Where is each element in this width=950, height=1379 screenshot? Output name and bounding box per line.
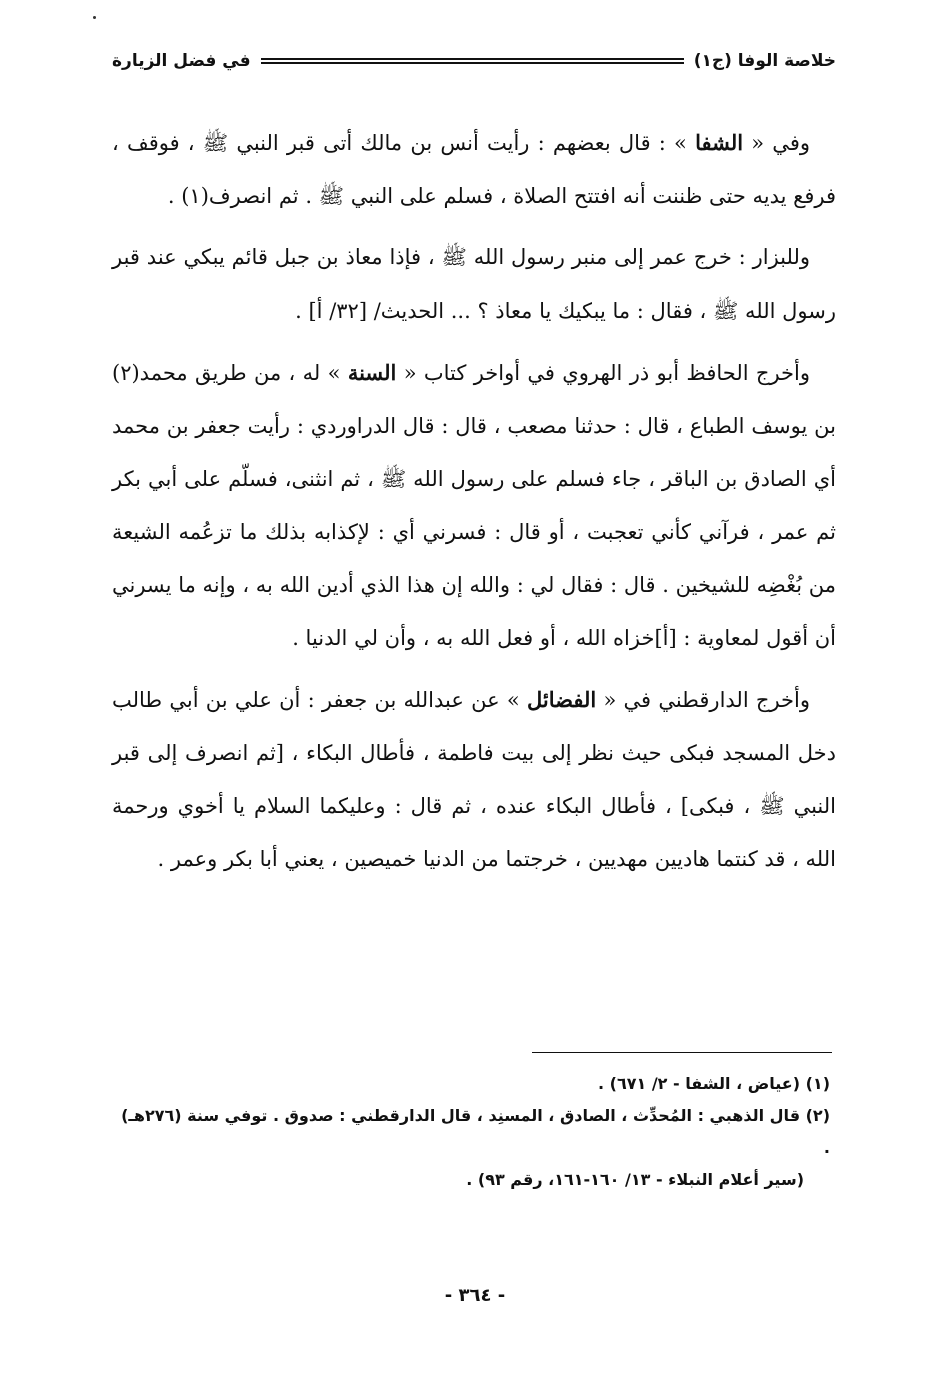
scan-speck — [93, 16, 96, 19]
book-name: الشفا — [695, 130, 744, 155]
paragraph-text: وأخرج الحافظ أبو ذر الهروي في أواخر كتاب « — [396, 361, 810, 385]
header-rule — [261, 58, 684, 64]
book-name: السنة — [347, 360, 397, 385]
paragraph-text: وفي « — [743, 131, 810, 155]
book-name: الفضائل — [526, 687, 597, 712]
main-text — [112, 116, 836, 894]
footnotes — [112, 1068, 830, 1196]
paragraph-text: » له ، من طريق محمد(٢) بن يوسف الطباع ، قال : حدثنا مصعب ، قال : قال الدراوردي : رأيت جعفر بن محمد أي الصادق بن الباقر ، جاء فسلم على رسول الله ﷺ ، ثم انثنى، فسلّم على أبي بكر ثم عمر ، فرآني كأني تعجبت ، أو قال : فسرني أي : لإكذابه بذلك ما تزعُمه الشيعة من بُغْضِه للشيخين . قال : فقال لي : والله إن هذا الذي أدين الله به ، وإنه ما يسرني أن أقول لمعاوية : [أ]خزاه الله ، أو فعل الله به ، وأن لي الدنيا . — [112, 361, 836, 650]
header-book-title: خلاصة الوفا (ج١) — [693, 51, 836, 71]
paragraph — [112, 673, 836, 886]
paragraph-text: » عن عبدالله بن جعفر : أن علي بن أبي طالب دخل المسجد فبكى حيث نظر إلى بيت فاطمة ، فأطال البكاء ، [ثم انصرف إلى قبر النبي ﷺ ، فبكى] ، فأطال البكاء عنده ، ثم قال : وعليكما السلام يا أخوي ورحمة الله ، قد كنتما هاديين مهديين ، خرجتما من الدنيا خميصين ، يعني أبا بكر وعمر . — [112, 688, 836, 871]
footnote-separator — [532, 1052, 832, 1053]
header-chapter-title: في فضل الزيارة — [112, 51, 251, 71]
footnote-text: (١) (عياض ، الشفا - ٢/ ٦٧١) . — [597, 1074, 830, 1093]
paragraph — [112, 116, 836, 223]
footnote — [112, 1100, 830, 1196]
footnote — [112, 1068, 830, 1100]
paragraph-text: وللبزار : خرج عمر إلى منبر رسول الله ﷺ ، فإذا معاذ بن جبل قائم يبكي عند قبر رسول الله ﷺ ، فقال : ما يبكيك يا معاذ ؟ ... الحديث/ [٣٢/ أ] . — [112, 245, 836, 323]
footnote-continuation: (سير أعلام النبلاء - ١٣/ ١٦٠-١٦١، رقم ٩٣) . — [466, 1170, 804, 1189]
paragraph-text: » : قال بعضهم : رأيت أنس بن مالك أتى قبر النبي ﷺ ، فوقف ، فرفع يديه حتى ظننت أنه افتتح الصلاة ، فسلم على النبي ﷺ . ثم انصرف(١) . — [112, 131, 836, 208]
running-header — [112, 44, 836, 78]
paragraph — [112, 346, 836, 665]
paragraph-text: وأخرج الدارقطني في « — [596, 688, 810, 712]
footnote-text: (٢) قال الذهبي : المُحدِّث ، الصادق ، المسنِد ، قال الدارقطني : صدوق . توفي سنة (٢٧٦هـ) . — [121, 1106, 830, 1157]
paragraph — [112, 231, 836, 338]
page-number: - ٣٦٤ - — [444, 1285, 506, 1306]
